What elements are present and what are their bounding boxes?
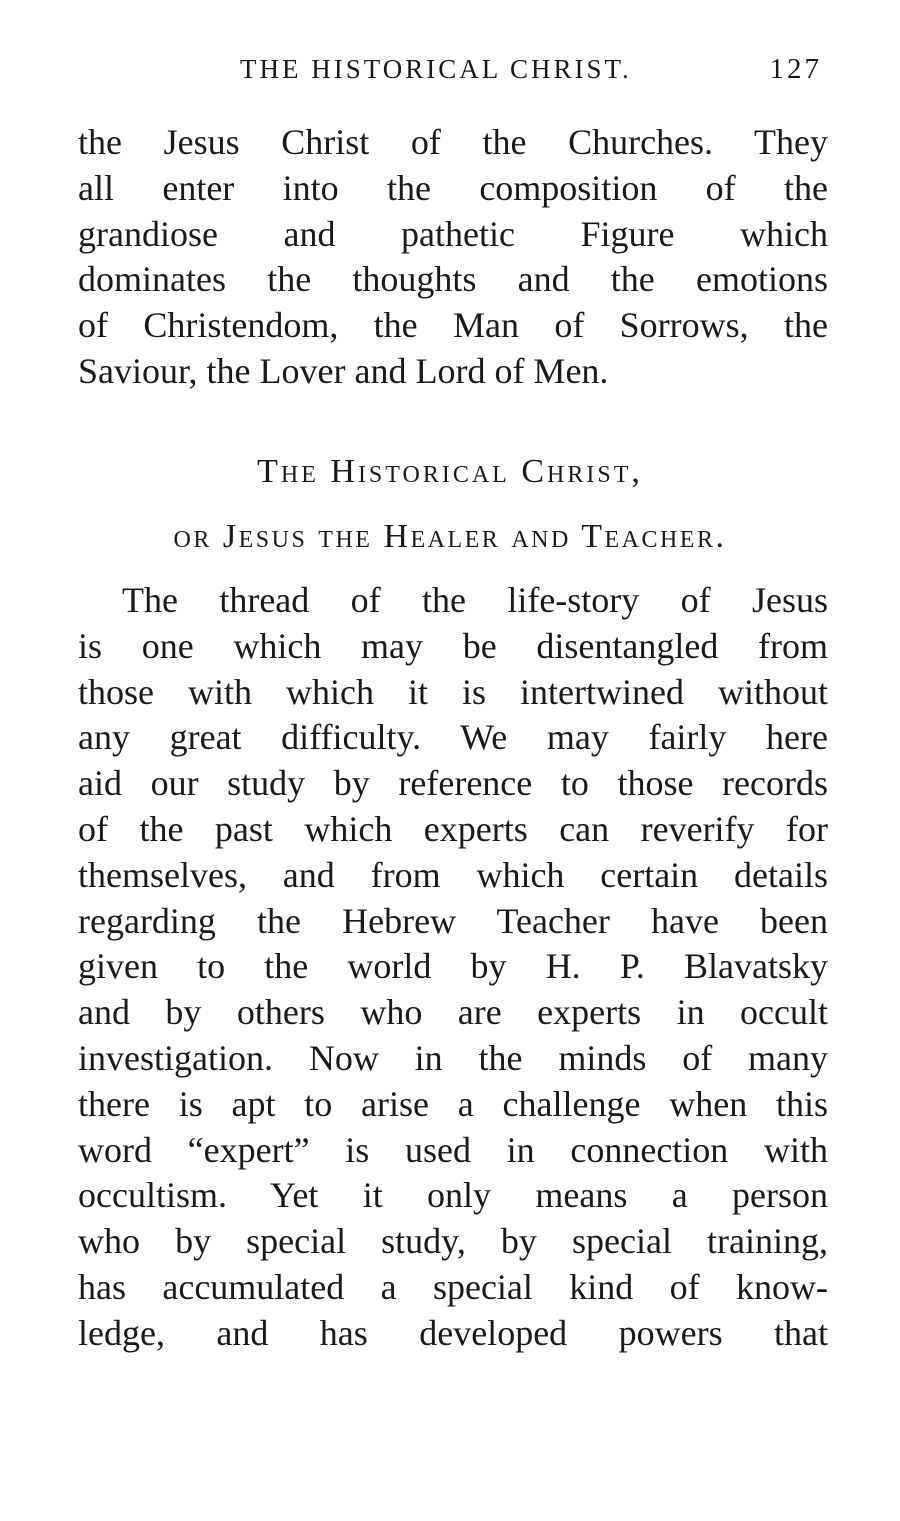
- text-line: and by others who are experts in occult: [78, 992, 828, 1033]
- section-heading-line-1: The Historical Christ,: [257, 453, 643, 490]
- text-line: of the past which experts can reverify for: [78, 808, 828, 849]
- text-line: of Christendom, the Man of Sorrows, the: [78, 305, 828, 346]
- text-line: themselves, and from which certain details: [78, 854, 828, 895]
- text-line: who by special study, by special training,: [78, 1221, 828, 1262]
- text-line: aid our study by reference to those records: [78, 763, 828, 804]
- text-line: grandiose and pathetic Figure which: [78, 213, 828, 254]
- text-line: the Jesus Christ of the Churches. They: [78, 122, 828, 162]
- section-heading-line-2: or Jesus the Healer and Teacher.: [173, 518, 727, 555]
- text-line: regarding the Hebrew Teacher have been: [78, 900, 828, 941]
- text-line: given to the world by H. P. Blavatsky: [78, 946, 828, 987]
- text-line: is one which may be disentangled from: [78, 625, 828, 666]
- text-line: there is apt to arise a challenge when this: [78, 1083, 828, 1124]
- text-line: word “expert” is used in connection with: [78, 1129, 828, 1170]
- text-line: Saviour, the Lover and Lord of Men.: [78, 350, 609, 391]
- text-line: The thread of the life-story of Jesus: [122, 580, 828, 620]
- text-line: investigation. Now in the minds of many: [78, 1037, 828, 1078]
- text-line: has accumulated a special kind of know-: [78, 1266, 828, 1307]
- running-head-title: THE HISTORICAL CHRIST.: [240, 54, 632, 84]
- text-line: dominates the thoughts and the emotions: [78, 259, 828, 300]
- paragraph-intro: [78, 120, 828, 395]
- paragraph-body: [78, 578, 828, 1357]
- text-line: those with which it is intertwined without: [78, 671, 828, 712]
- text-line: any great difficulty. We may fairly here: [78, 717, 828, 758]
- text-line: occultism. Yet it only means a person: [78, 1175, 828, 1216]
- text-line: all enter into the composition of the: [78, 167, 828, 208]
- text-line: ledge, and has developed powers that: [78, 1312, 828, 1353]
- page-number: 127: [769, 53, 822, 85]
